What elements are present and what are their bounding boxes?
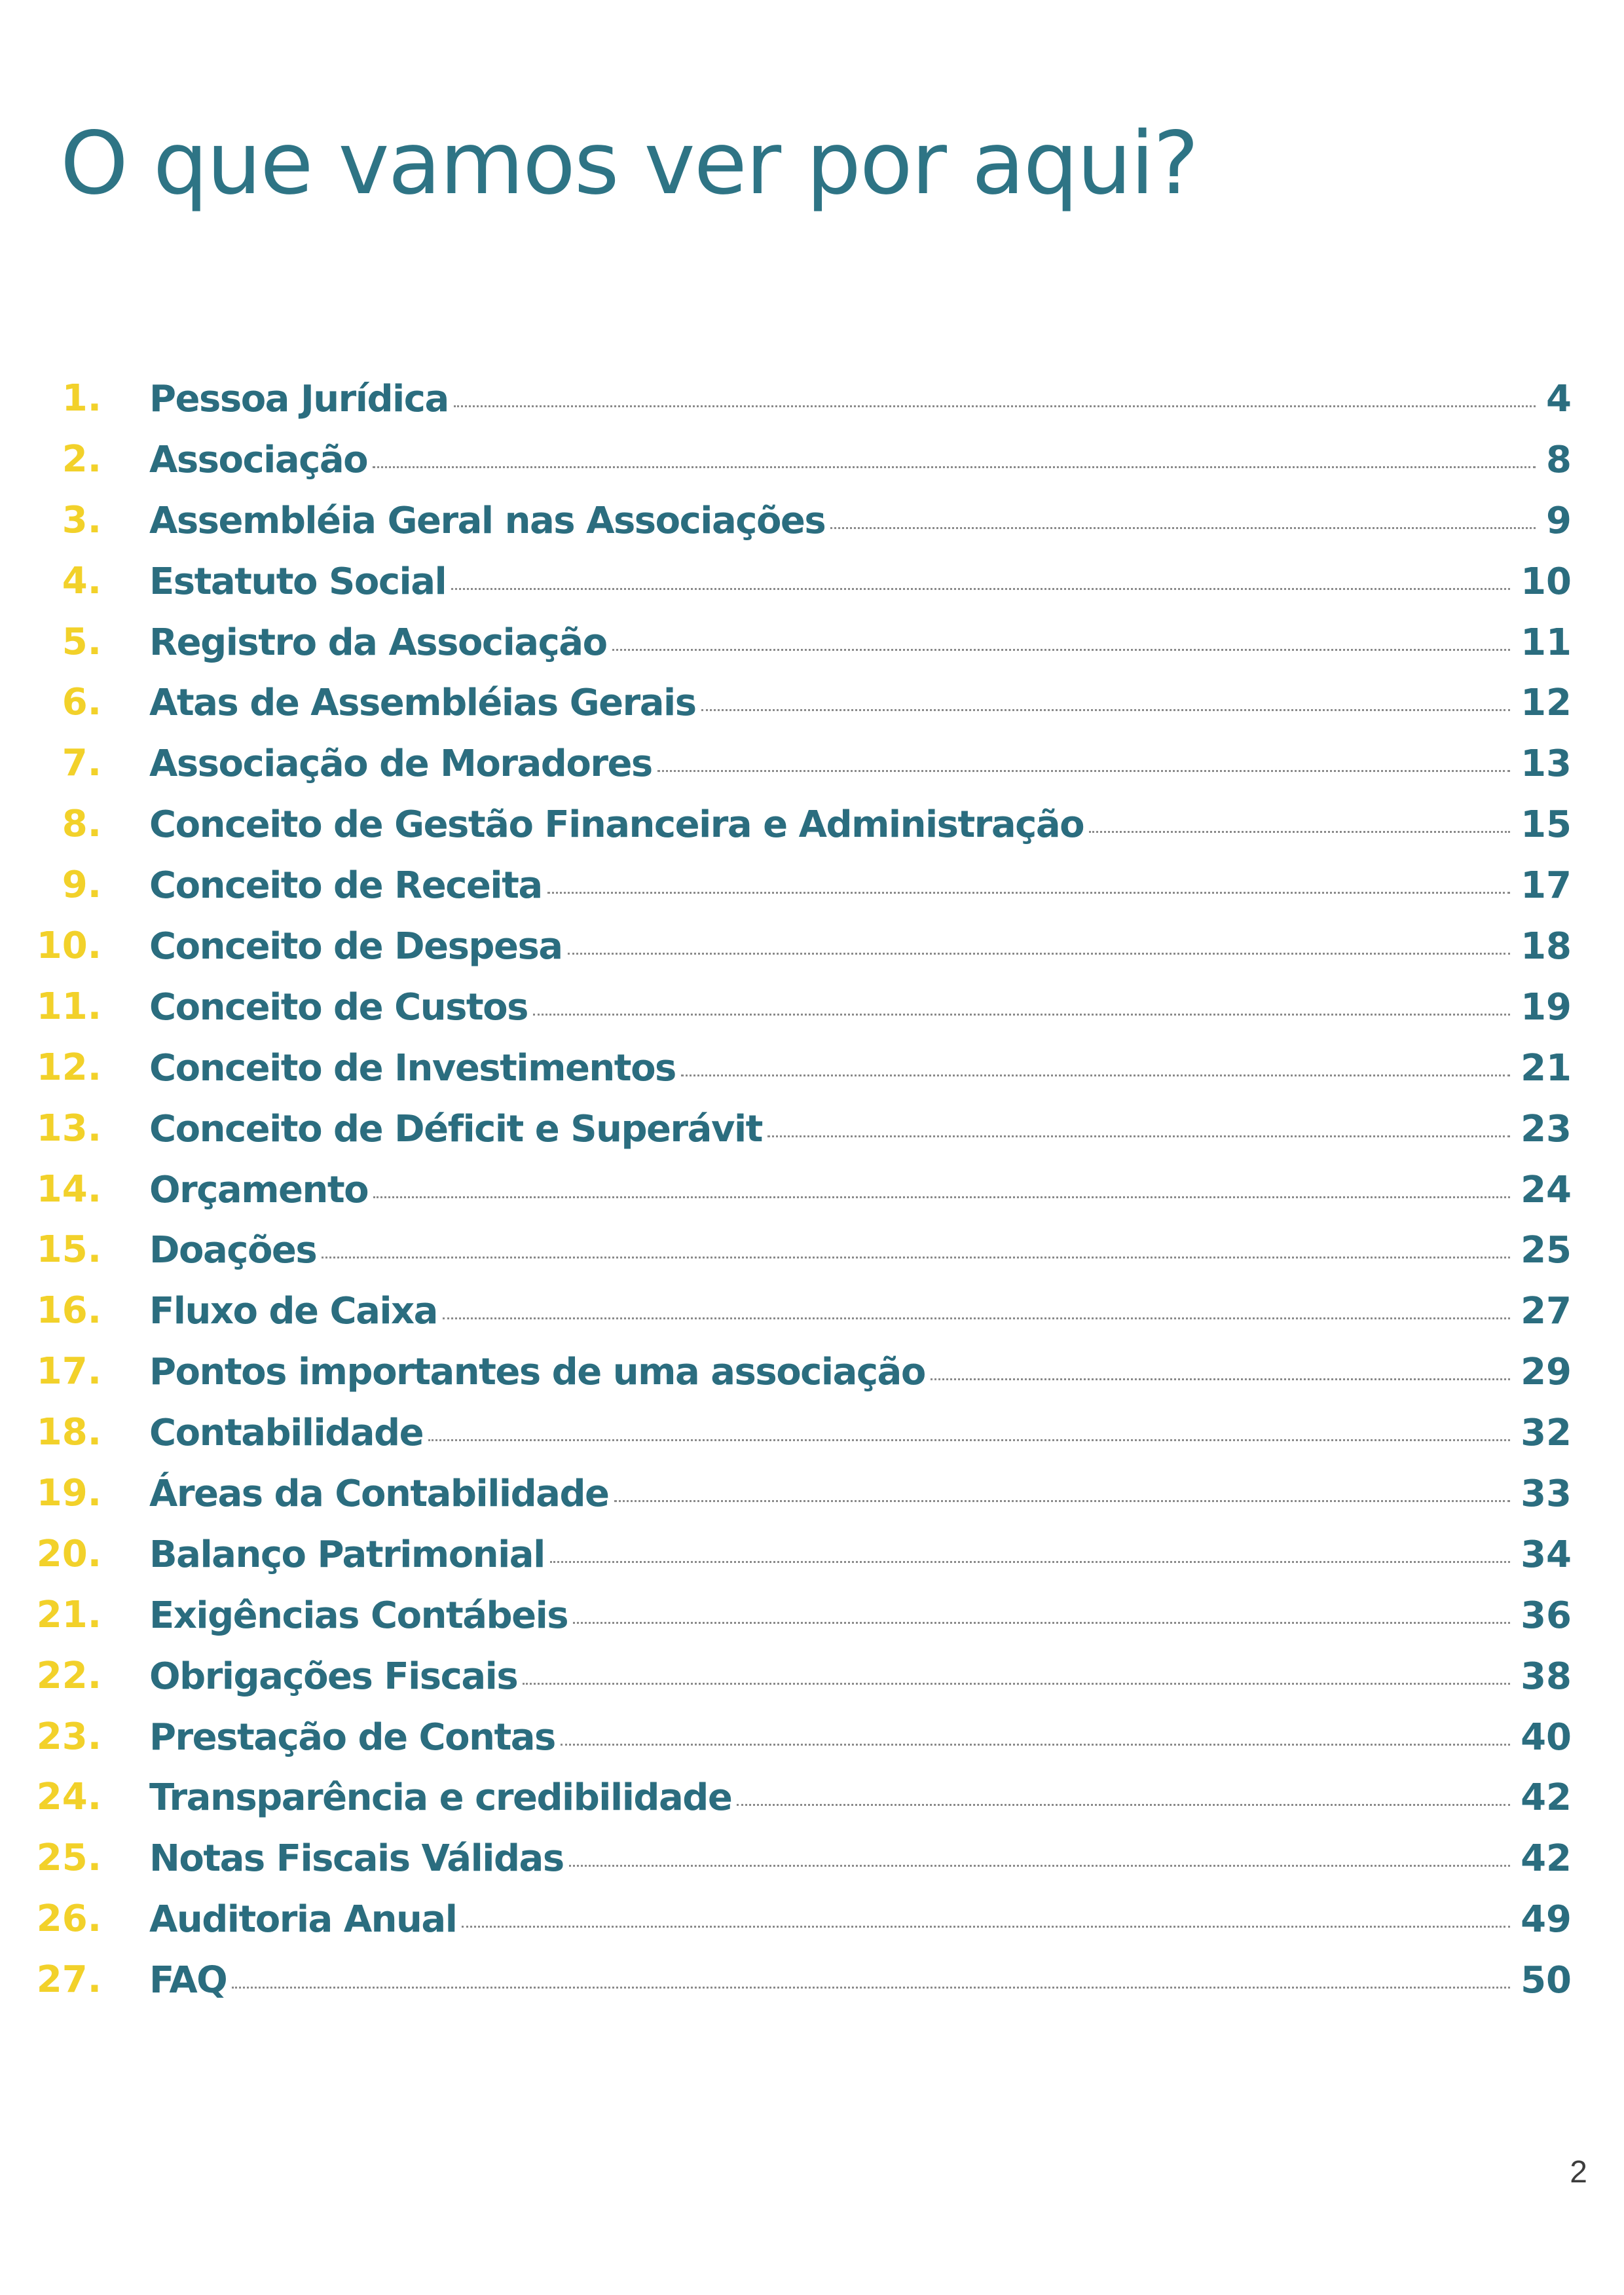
toc-entry-page: 40 [1521, 1716, 1572, 1759]
toc-entry-number: 21. [36, 1593, 101, 1636]
toc-entry-title: Registro da Associação [149, 621, 607, 664]
toc-entry-row [149, 855, 1572, 916]
toc-entry-number: 7. [62, 742, 101, 785]
toc-entry-page: 19 [1521, 985, 1572, 1029]
toc-entry-number: 17. [36, 1350, 101, 1393]
toc-dot-leader [462, 1926, 1510, 1928]
toc-entry[interactable] [0, 1889, 1624, 1950]
toc-dot-leader [428, 1439, 1510, 1441]
toc-dot-leader [451, 588, 1510, 590]
toc-dot-leader [1089, 831, 1510, 833]
toc-entry-number: 4. [62, 559, 101, 602]
toc-entry-title: Áreas da Contabilidade [149, 1472, 609, 1515]
toc-entry-title: Conceito de Despesa [149, 925, 563, 968]
toc-entry-number: 19. [36, 1472, 101, 1515]
toc-dot-leader [681, 1074, 1510, 1076]
toc-entry-page: 8 [1546, 438, 1572, 481]
toc-entry-title: Associação [149, 438, 368, 481]
toc-dot-leader [568, 953, 1510, 955]
toc-entry[interactable] [0, 369, 1624, 430]
toc-dot-leader [523, 1683, 1510, 1685]
toc-entry-title: Assembléia Geral nas Associações [149, 499, 826, 542]
toc-entry[interactable] [0, 1767, 1624, 1828]
toc-entry[interactable] [0, 977, 1624, 1038]
toc-entry-title: Conceito de Déficit e Superávit [149, 1107, 762, 1150]
toc-entry[interactable] [0, 1828, 1624, 1889]
toc-entry-row [149, 1099, 1572, 1160]
toc-entry-row [149, 916, 1572, 977]
toc-entry-number: 2. [62, 437, 101, 481]
toc-entry-page: 29 [1521, 1351, 1572, 1394]
toc-dot-leader [232, 1987, 1510, 1989]
toc-entry-number: 18. [36, 1411, 101, 1454]
toc-entry[interactable] [0, 1160, 1624, 1221]
toc-entry-number: 16. [36, 1289, 101, 1332]
toc-entry-page: 9 [1546, 499, 1572, 542]
toc-entry-page: 15 [1521, 803, 1572, 847]
toc-entry-title: Conceito de Receita [149, 864, 542, 908]
toc-entry[interactable] [0, 794, 1624, 855]
toc-entry-row [149, 1767, 1572, 1828]
toc-entry-row [149, 1889, 1572, 1950]
toc-entry-title: Pessoa Jurídica [149, 377, 449, 420]
toc-entry-title: Orçamento [149, 1168, 369, 1211]
toc-entry-title: Exigências Contábeis [149, 1594, 568, 1637]
toc-entry[interactable] [0, 733, 1624, 794]
toc-dot-leader [547, 892, 1510, 894]
toc-entry-page: 21 [1521, 1046, 1572, 1090]
toc-entry[interactable] [0, 1950, 1624, 2011]
toc-entry-row [149, 1281, 1572, 1342]
toc-entry-page: 18 [1521, 925, 1572, 968]
toc-entry[interactable] [0, 1646, 1624, 1707]
toc-entry-row [149, 369, 1572, 430]
toc-dot-leader [701, 709, 1510, 711]
toc-dot-leader [614, 1500, 1511, 1502]
toc-entry-number: 26. [36, 1898, 101, 1941]
toc-entry-row [149, 1403, 1572, 1463]
toc-entry-number: 8. [62, 803, 101, 846]
toc-entry-row [149, 1342, 1572, 1403]
toc-entry-page: 33 [1521, 1472, 1572, 1515]
toc-entry-row [149, 490, 1572, 551]
toc-entry-title: Obrigações Fiscais [149, 1655, 518, 1698]
toc-dot-leader [767, 1135, 1510, 1137]
toc-entry[interactable] [0, 1403, 1624, 1463]
toc-entry-number: 9. [62, 864, 101, 907]
toc-entry-number: 13. [36, 1107, 101, 1150]
toc-entry-row [149, 1160, 1572, 1221]
toc-entry-number: 24. [36, 1776, 101, 1819]
toc-entry-page: 17 [1521, 864, 1572, 908]
toc-entry-page: 23 [1521, 1107, 1572, 1150]
toc-entry[interactable] [0, 855, 1624, 916]
toc-entry-title: Doações [149, 1229, 317, 1272]
toc-entry-row [149, 672, 1572, 733]
toc-entry-page: 49 [1521, 1898, 1572, 1941]
toc-dot-leader [373, 466, 1536, 468]
toc-entry-row [149, 430, 1572, 490]
toc-dot-leader [612, 649, 1511, 651]
toc-entry-number: 6. [62, 681, 101, 724]
toc-entry[interactable] [0, 430, 1624, 490]
toc-entry-title: Fluxo de Caixa [149, 1290, 437, 1333]
toc-entry-page: 10 [1521, 560, 1572, 603]
toc-entry-title: Prestação de Contas [149, 1716, 555, 1759]
toc-entry-number: 3. [62, 498, 101, 542]
toc-entry-row [149, 1585, 1572, 1646]
toc-entry-number: 10. [36, 925, 101, 968]
toc-entry-row [149, 551, 1572, 612]
toc-entry[interactable] [0, 1099, 1624, 1160]
toc-entry-number: 14. [36, 1167, 101, 1211]
toc-entry-title: Pontos importantes de uma associação [149, 1351, 925, 1394]
toc-entry-number: 25. [36, 1837, 101, 1880]
toc-entry-row [149, 1646, 1572, 1707]
toc-entry-number: 5. [62, 620, 101, 663]
toc-dot-leader [322, 1257, 1510, 1258]
toc-entry-title: Conceito de Custos [149, 985, 528, 1029]
toc-entry-page: 32 [1521, 1412, 1572, 1455]
table-of-contents [0, 369, 1624, 2011]
toc-entry-number: 11. [36, 985, 101, 1028]
toc-entry-title: Atas de Assembléias Gerais [149, 682, 696, 725]
toc-entry-page: 24 [1521, 1168, 1572, 1211]
toc-entry-title: Contabilidade [149, 1412, 424, 1455]
toc-dot-leader [454, 405, 1536, 407]
page-title: O que vamos ver por aqui? [60, 113, 1198, 214]
toc-entry-title: Estatuto Social [149, 560, 447, 603]
toc-entry[interactable] [0, 916, 1624, 977]
toc-entry-page: 34 [1521, 1533, 1572, 1576]
toc-entry-page: 38 [1521, 1655, 1572, 1698]
toc-entry-number: 27. [36, 1958, 101, 2002]
toc-entry-row [149, 612, 1572, 673]
toc-entry[interactable] [0, 1220, 1624, 1281]
toc-entry-page: 12 [1521, 682, 1572, 725]
toc-entry-row [149, 794, 1572, 855]
toc-entry-row [149, 1828, 1572, 1889]
toc-entry-row [149, 1038, 1572, 1099]
toc-dot-leader [550, 1561, 1510, 1563]
toc-entry-title: Notas Fiscais Válidas [149, 1837, 564, 1881]
toc-dot-leader [737, 1804, 1510, 1806]
toc-entry-page: 25 [1521, 1229, 1572, 1272]
toc-entry-number: 15. [36, 1228, 101, 1272]
toc-entry[interactable] [0, 1585, 1624, 1646]
toc-dot-leader [533, 1014, 1510, 1016]
toc-entry-page: 50 [1521, 1959, 1572, 2002]
toc-entry-row [149, 1524, 1572, 1585]
toc-entry-page: 42 [1521, 1837, 1572, 1881]
toc-entry-page: 36 [1521, 1594, 1572, 1637]
toc-entry-number: 22. [36, 1654, 101, 1697]
toc-entry-title: Conceito de Investimentos [149, 1046, 676, 1090]
toc-entry-page: 13 [1521, 743, 1572, 786]
toc-dot-leader [373, 1196, 1510, 1198]
toc-entry-title: Transparência e credibilidade [149, 1776, 732, 1820]
toc-entry-title: Balanço Patrimonial [149, 1533, 545, 1576]
toc-entry-number: 20. [36, 1532, 101, 1575]
toc-entry[interactable] [0, 612, 1624, 673]
toc-entry-title: Conceito de Gestão Financeira e Administração [149, 803, 1084, 847]
page-number: 2 [1570, 2155, 1587, 2190]
toc-entry[interactable] [0, 1463, 1624, 1524]
toc-entry[interactable] [0, 672, 1624, 733]
toc-entry-row [149, 1220, 1572, 1281]
toc-entry-title: FAQ [149, 1959, 227, 2002]
toc-entry-number: 23. [36, 1715, 101, 1758]
toc-dot-leader [569, 1865, 1510, 1867]
toc-entry-row [149, 733, 1572, 794]
toc-dot-leader [657, 770, 1510, 772]
toc-entry-page: 11 [1521, 621, 1572, 664]
toc-entry-number: 12. [36, 1046, 101, 1089]
toc-entry[interactable] [0, 1281, 1624, 1342]
toc-entry-title: Associação de Moradores [149, 743, 652, 786]
toc-entry-row [149, 1463, 1572, 1524]
toc-entry-title: Auditoria Anual [149, 1898, 457, 1941]
toc-dot-leader [443, 1317, 1510, 1319]
toc-entry-page: 42 [1521, 1776, 1572, 1820]
toc-entry[interactable] [0, 1524, 1624, 1585]
toc-entry-row [149, 977, 1572, 1038]
toc-dot-leader [931, 1378, 1510, 1380]
toc-entry-page: 27 [1521, 1290, 1572, 1333]
toc-entry[interactable] [0, 1342, 1624, 1403]
toc-entry-row [149, 1707, 1572, 1768]
toc-entry-page: 4 [1546, 377, 1572, 420]
toc-entry-number: 1. [62, 377, 101, 420]
toc-dot-leader [561, 1744, 1510, 1746]
toc-entry[interactable] [0, 1707, 1624, 1768]
toc-entry[interactable] [0, 490, 1624, 551]
toc-entry-row [149, 1950, 1572, 2011]
toc-dot-leader [573, 1622, 1510, 1624]
toc-entry[interactable] [0, 1038, 1624, 1099]
toc-dot-leader [830, 527, 1536, 529]
toc-entry[interactable] [0, 551, 1624, 612]
